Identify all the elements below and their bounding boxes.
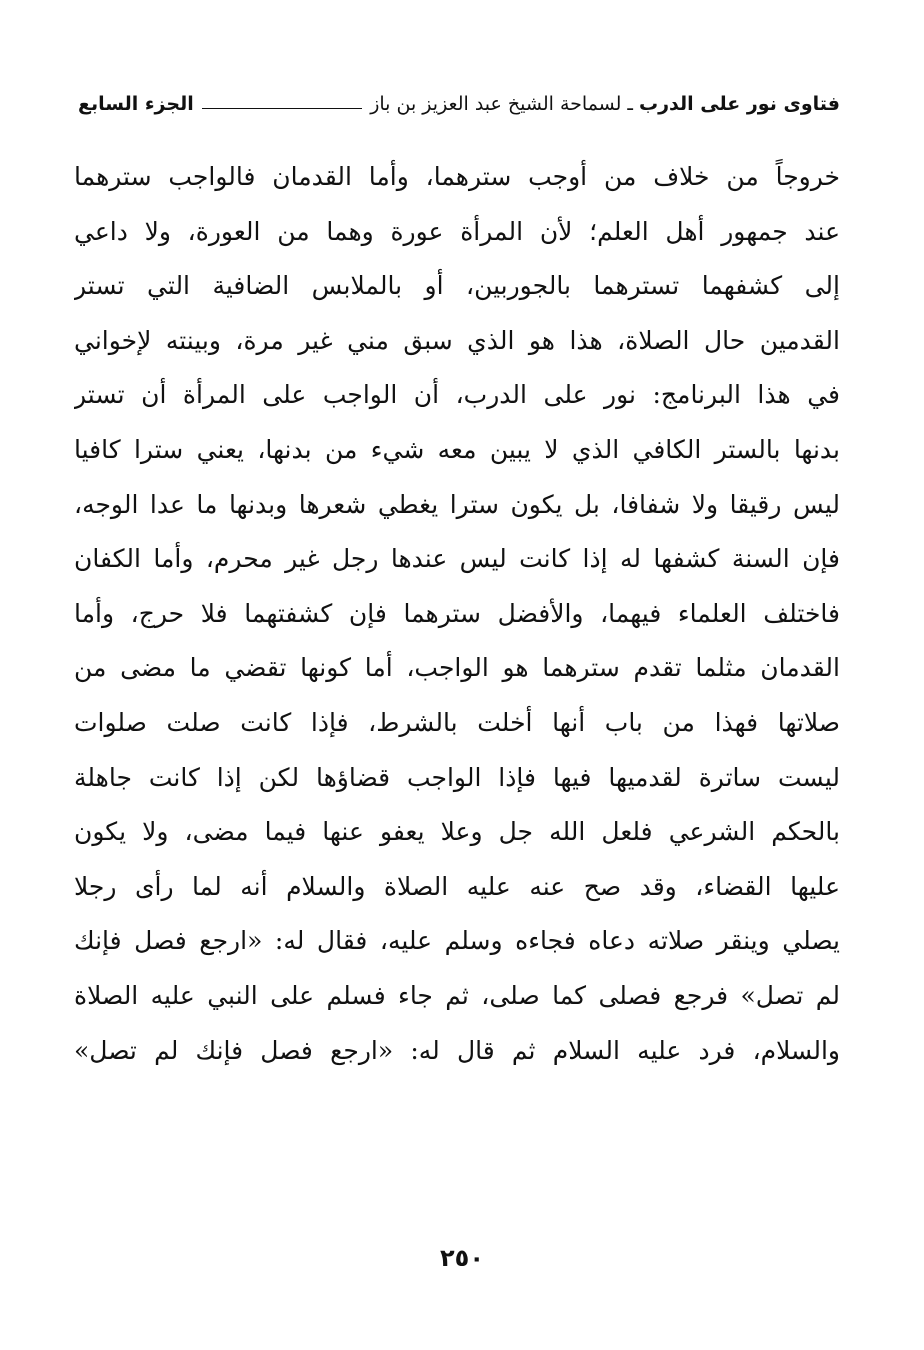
text-line: في هذا البرنامج: نور على الدرب، أن الواجب على المرأة أن تستر: [74, 380, 840, 410]
text-line: فإن السنة كشفها له إذا كانت ليس عندها رجل غير محرم، وأما الكفان: [74, 544, 840, 574]
text-line: فاختلف العلماء فيهما، والأفضل سترهما فإن كشفتهما فلا حرج، وأما: [74, 598, 840, 628]
text-line: لم تصل» فرجع فصلى كما صلى، ثم جاء فسلم على النبي عليه الصلاة: [74, 980, 840, 1010]
text-line: خروجاً من خلاف من أوجب سترهما، وأما القدمان فالواجب سترهما: [74, 162, 840, 191]
text-line: يصلي وينقر صلاته دعاه فجاءه وسلم عليه، فقال له: «ارجع فصل فإنك: [74, 926, 840, 956]
text-line: ليست ساترة لقدميها فيها فإذا الواجب قضاؤها لكن إذا كانت جاهلة: [74, 762, 840, 792]
header-rule: [202, 108, 363, 109]
text-line: القدمان مثلما تقدم سترهما هو الواجب، أما كونها تقضي ما مضى من: [74, 653, 840, 683]
title-separator: ـ: [627, 93, 633, 115]
text-line: بالحكم الشرعي فلعل الله جل وعلا يعفو عنها فيما مضى، ولا يكون: [74, 817, 840, 847]
text-line: والسلام، فرد عليه السلام ثم قال له: «ارجع فصل فإنك لم تصل»: [74, 1035, 840, 1065]
page-number: ٢٥٠: [440, 1244, 484, 1272]
volume-label: الجزء السابع: [78, 93, 194, 115]
text-line: القدمين حال الصلاة، هذا هو الذي سبق مني غير مرة، وبينته لإخواني: [74, 325, 840, 355]
text-line: إلى كشفهما تسترهما بالجوربين، أو بالملابس الضافية التي تستر: [74, 271, 840, 301]
text-line: عند جمهور أهل العلم؛ لأن المرأة عورة وهما من العورة، ولا داعي: [74, 216, 840, 246]
text-line: عليها القضاء، وقد صح عنه عليه الصلاة والسلام أنه لما رأى رجلا: [74, 871, 840, 901]
text-line: صلاتها فهذا من باب أنها أخلت بالشرط، فإذا كانت صلت صلوات: [74, 707, 840, 737]
book-title: فتاوى نور على الدرب: [639, 93, 840, 115]
body-text: [74, 150, 840, 1078]
running-header: [78, 86, 840, 122]
text-line: بدنها بالستر الكافي الذي لا يبين معه شيء من بدنها، يعني سترا كافيا: [74, 434, 840, 464]
text-line: ليس رقيقا ولا شفافا، بل يكون سترا يغطي شعرها وبدنها ما عدا الوجه،: [74, 489, 840, 519]
author-name: لسماحة الشيخ عبد العزيز بن باز: [370, 93, 622, 115]
